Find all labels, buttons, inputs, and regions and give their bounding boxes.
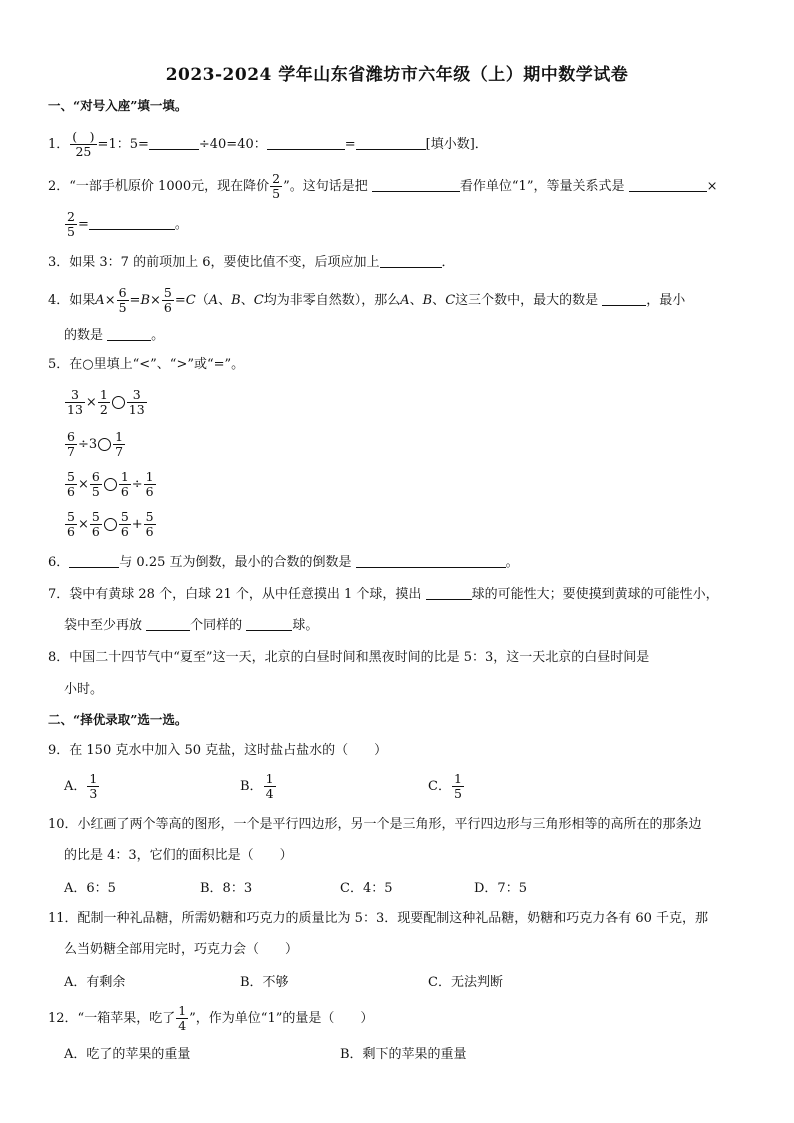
answer-blank[interactable] (146, 618, 190, 631)
answer-blank[interactable] (107, 328, 151, 341)
compare-circle[interactable] (104, 478, 117, 491)
question-11: 11．配制一种礼品糖，所需奶糖和巧克力的质量比为 5：3．现要配制这种礼品糖，奶糖和巧克力各有 60 千克，那 (48, 911, 709, 926)
answer-blank[interactable] (629, 179, 707, 192)
option-a[interactable]: A． $\frac{1}{3}$ (64, 771, 98, 801)
fraction: $\frac{2}{5}$ (67, 209, 75, 239)
question-8-line-2: 小时。 (64, 682, 104, 697)
option-a[interactable]: A．6：5 (64, 881, 116, 896)
fraction: $\frac{5}{6}$ (163, 285, 172, 315)
answer-blank[interactable] (356, 137, 426, 150)
question-6: 6． 与 0.25 互为倒数，最小的合数的倒数是 。 (48, 555, 519, 570)
question-3: 3．如果 3：7 的前项加上 6，要使比值不变，后项应加上 ． (48, 255, 455, 270)
question-2-line-2: $\frac{2}{5}$ = 。 (67, 209, 188, 239)
fraction: $\frac{1}{4}$ (178, 1003, 187, 1033)
question-11-line-2: 么当奶糖全部用完时，巧克力会（ ） (64, 942, 299, 957)
option-c[interactable]: C．无法判断 (428, 975, 503, 990)
option-b[interactable]: B．剩下的苹果的重量 (340, 1047, 467, 1062)
option-c[interactable]: C． $\frac{1}{5}$ (428, 771, 462, 801)
question-8: 8．中国二十四节气中“夏至”这一天，北京的白昼时间和黑夜时间的比是 5：3，这一天北京的白昼时间是 (48, 650, 650, 665)
option-a[interactable]: A．有剩余 (64, 975, 126, 990)
question-1: 1． $\frac{( )}{25}$ =1：5= ÷40=40： = [填小数]． (48, 129, 488, 159)
option-b[interactable]: B．不够 (240, 975, 289, 990)
fraction: $\frac{2}{5}$ (272, 171, 281, 201)
option-b[interactable]: B． $\frac{1}{4}$ (240, 771, 274, 801)
option-d[interactable]: D．7：5 (474, 881, 527, 896)
page-title: 2023-2024 学年山东省潍坊市六年级（上）期中数学试卷 (165, 65, 629, 85)
answer-blank[interactable] (69, 555, 119, 568)
option-c[interactable]: C．4：5 (340, 881, 393, 896)
question-7-line-2: 袋中至少再放 个同样的 球。 (64, 618, 319, 633)
option-b[interactable]: B．8：3 (200, 881, 253, 896)
question-10-line-2: 的比是 4：3，它们的面积比是（ ） (64, 848, 293, 863)
answer-blank[interactable] (426, 587, 472, 600)
question-number: 1． (48, 137, 70, 152)
answer-blank[interactable] (149, 137, 199, 150)
answer-blank[interactable] (380, 255, 442, 268)
compare-row-4: $\frac{5}{6}$ × $\frac{5}{6}$ $\frac{5}{6}$ + $\frac{5}{6}$ (67, 509, 154, 539)
question-7: 7．袋中有黄球 28 个，白球 21 个，从中任意摸出 1 个球，摸出 球的可能性大；要使摸到黄球的可能性小， (48, 587, 719, 602)
compare-circle[interactable] (112, 396, 125, 409)
question-5: 5．在○里填上“<”、“>”或“=”。 (48, 357, 245, 372)
question-4-line-2: 的数是 。 (64, 328, 165, 343)
compare-row-2: $\frac{6}{7}$ ÷3 $\frac{1}{7}$ (67, 429, 124, 459)
section-1-heading: 一、“对号入座”填一填。 (48, 98, 188, 113)
answer-blank[interactable] (356, 555, 506, 568)
compare-row-1: $\frac{3}{13}$ × $\frac{1}{2}$ $\frac{3}{13}$ (67, 387, 145, 417)
fraction: $\frac{6}{5}$ (118, 285, 127, 315)
fraction: $\frac{( )}{25}$ (72, 129, 95, 159)
question-4: 4．如果A× $\frac{6}{5}$ =B× $\frac{5}{6}$ =C（A、B、C均为非零自然数），那么A、B、C这三个数中，最大的数是 ，最小 (48, 285, 686, 315)
compare-row-3: $\frac{5}{6}$ × $\frac{6}{5}$ $\frac{1}{6}$ ÷ $\frac{1}{6}$ (67, 469, 154, 499)
question-9: 9．在 150 克水中加入 50 克盐，这时盐占盐水的（ ） (48, 743, 388, 758)
answer-blank[interactable] (602, 293, 646, 306)
compare-circle[interactable] (104, 518, 117, 531)
option-a[interactable]: A．吃了的苹果的重量 (64, 1047, 191, 1062)
question-2: 2．“一部手机原价 1000元，现在降价 $\frac{2}{5}$ ”。这句话是把 看作单位“1”，等量关系式是 × (48, 171, 718, 201)
section-2-heading: 二、“择优录取”选一选。 (48, 712, 188, 727)
question-10: 10．小红画了两个等高的图形，一个是平行四边形，另一个是三角形，平行四边形与三角形相等的高所在的那条边 (48, 817, 702, 832)
compare-circle[interactable] (98, 438, 111, 451)
answer-blank[interactable] (89, 217, 175, 230)
answer-blank[interactable] (246, 618, 292, 631)
answer-blank[interactable] (267, 137, 345, 150)
answer-blank[interactable] (372, 179, 460, 192)
question-12: 12．“一箱苹果，吃了 $\frac{1}{4}$ ”，作为单位“1”的量是（ ） (48, 1003, 374, 1033)
